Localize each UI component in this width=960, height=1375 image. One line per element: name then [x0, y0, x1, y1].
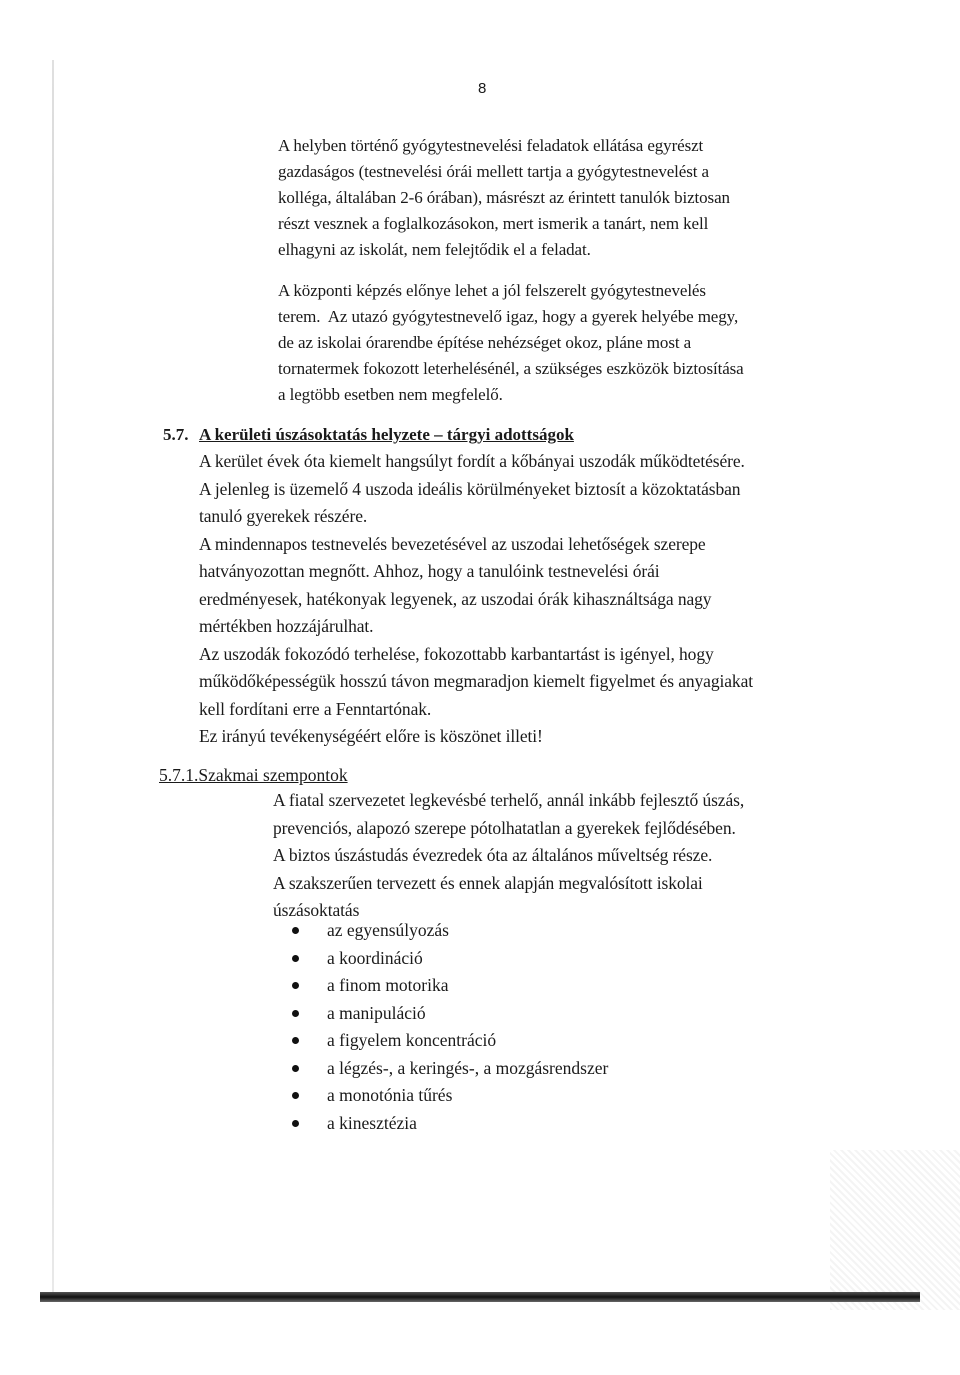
text-line: kell fordítani erre a Fenntartónak. [199, 698, 432, 719]
list-item-label: a manipuláció [327, 1002, 426, 1023]
bullet-icon [292, 982, 299, 989]
text-line: részt vesznek a foglalkozásokon, mert ismerik a tanárt, nem kell [278, 214, 709, 233]
paragraph-local-therapy [278, 133, 838, 263]
text-line: A biztos úszástudás évezredek óta az általános műveltség része. [273, 845, 713, 865]
text-line: de az iskolai órarendbe építése nehézséget okoz, pláne most a [278, 333, 692, 352]
bullet-icon [292, 927, 299, 934]
list-item [290, 917, 608, 945]
list-item-label: a finom motorika [327, 975, 449, 995]
bullet-icon [292, 1065, 299, 1072]
text-line: A központi képzés előnye lehet a jól felszerelt gyógytestnevelés [278, 281, 706, 300]
text-line: tanuló gyerekek részére. [199, 506, 368, 526]
list-item-label: a kinesztézia [327, 1112, 417, 1133]
text-line: úszásoktatás [273, 900, 360, 920]
text-line: a legtöbb esetben nem megfelelő. [278, 385, 503, 404]
paragraph-swimming-pools [199, 448, 839, 751]
bullet-icon [292, 1120, 299, 1127]
list-item-label: az egyensúlyozás [327, 920, 449, 940]
text-line: Az uszodák fokozódó terhelése, fokozottabb karbantartást is igényel, hogy [199, 643, 714, 664]
paragraph-professional-aspects [273, 787, 833, 925]
list-item [290, 1027, 608, 1055]
text-line: eredményesek, hatékonyak legyenek, az uszodai órák kihasználtsága nagy [199, 588, 712, 609]
paragraph-central-training [278, 278, 838, 408]
list-item [290, 945, 608, 973]
text-line: működőképességük hosszú távon megmaradjon kiemelt figyelmet és anyagiakat [199, 671, 754, 691]
text-line: Ez irányú tevékenységéért előre is köszönet illeti! [199, 726, 543, 746]
section-heading-5-7-1: 5.7.1.Szakmai szempontok [159, 765, 348, 785]
bullet-list [290, 917, 608, 1137]
scan-noise-area [830, 1150, 960, 1310]
text-line: kolléga, általában 2-6 órában), másrészt az érintett tanulók biztosan [278, 188, 730, 207]
section-heading-5-7 [163, 422, 574, 448]
list-item [290, 1000, 608, 1028]
text-line: A jelenleg is üzemelő 4 uszoda ideális körülményeket biztosít a közoktatásban [199, 478, 741, 499]
scan-left-edge [52, 60, 54, 1300]
list-item-label: a figyelem koncentráció [327, 1030, 497, 1050]
list-item-label: a koordináció [327, 947, 423, 968]
text-line: A fiatal szervezetet legkevésbé terhelő, annál inkább fejlesztő úszás, [273, 790, 745, 810]
text-line: prevenciós, alapozó szerepe pótolhatatlan a gyerekek fejlődésében. [273, 817, 736, 838]
section-title: A kerületi úszásoktatás helyzete – tárgyi adottságok [199, 425, 574, 444]
text-line: hatványozottan megnőtt. Ahhoz, hogy a tanulóink testnevelési órái [199, 561, 660, 581]
section-number: 5.7. [163, 425, 189, 444]
list-item [290, 1110, 608, 1138]
text-line: terem. Az utazó gyógytestnevelő igaz, hogy a gyerek helyébe megy, [278, 307, 739, 326]
list-item-label: a monotónia tűrés [327, 1085, 453, 1105]
list-item [290, 1055, 608, 1083]
bullet-icon [292, 1037, 299, 1044]
list-item [290, 972, 608, 1000]
text-line: gazdaságos (testnevelési órái mellett tartja a gyógytestnevelést a [278, 162, 709, 181]
text-line: A helyben történő gyógytestnevelési feladatok ellátása egyrészt [278, 136, 704, 155]
text-line: A kerület évek óta kiemelt hangsúlyt fordít a kőbányai uszodák működtetésére. [199, 451, 745, 471]
text-line: elhagyni az iskolát, nem felejtődik el a feladat. [278, 240, 591, 259]
bullet-icon [292, 1010, 299, 1017]
list-item-label: a légzés-, a keringés-, a mozgásrendszer [327, 1057, 609, 1078]
bullet-icon [292, 1092, 299, 1099]
page-number: 8 [478, 80, 487, 97]
text-line: A szakszerűen tervezett és ennek alapján megvalósított iskolai [273, 872, 703, 893]
text-line: mértékben hozzájárulhat. [199, 616, 374, 636]
text-line: tornatermek fokozott leterhelésénél, a szükséges eszközök biztosítása [278, 359, 744, 378]
text-line: A mindennapos testnevelés bevezetésével az uszodai lehetőségek szerepe [199, 533, 706, 554]
scan-bottom-edge [40, 1292, 920, 1302]
bullet-icon [292, 955, 299, 962]
list-item [290, 1082, 608, 1110]
